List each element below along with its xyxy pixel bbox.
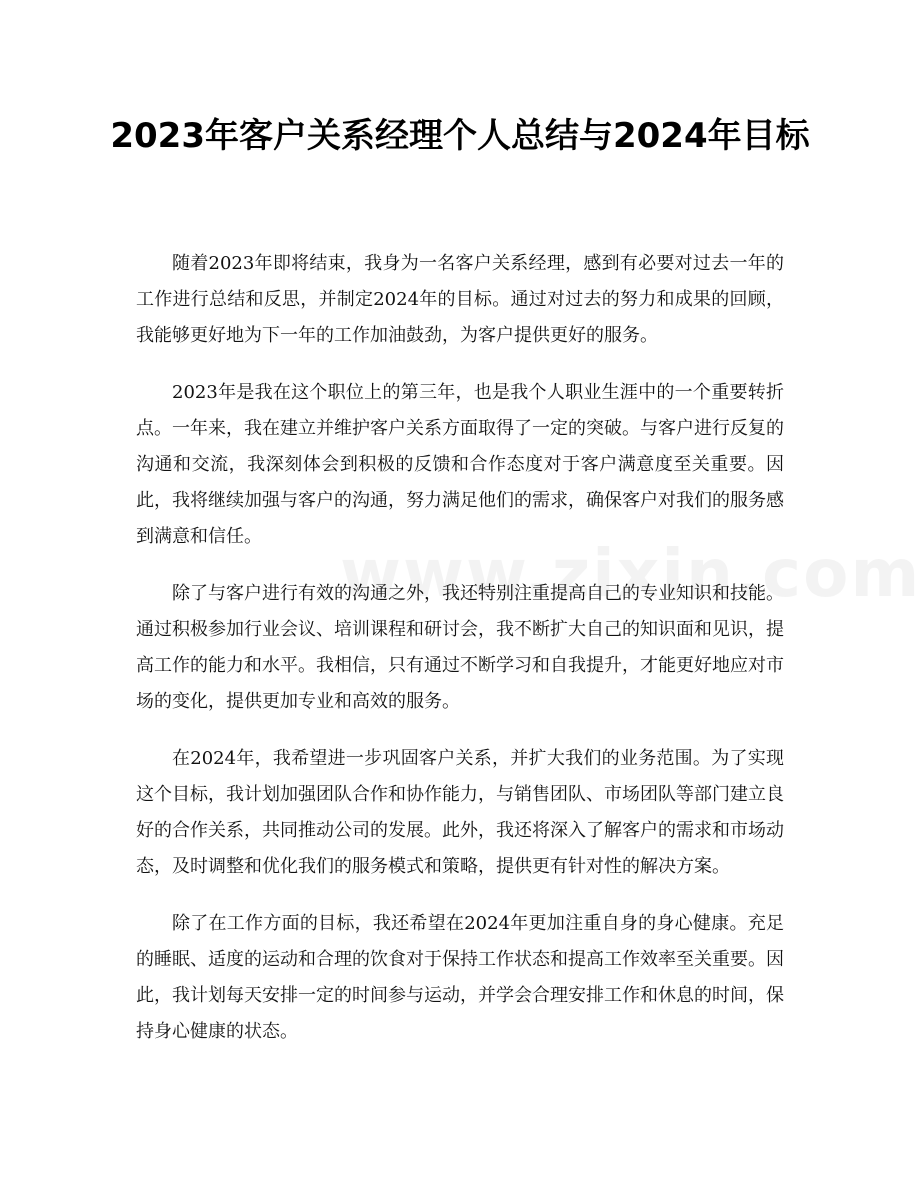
document-title: 2023年客户关系经理个人总结与2024年目标 <box>110 116 810 156</box>
paragraph-3: 除了与客户进行有效的沟通之外，我还特别注重提高自己的专业知识和技能。通过积极参加行业会议、培训课程和研讨会，我不断扩大自己的知识面和见识，提高工作的能力和水平。我相信，只有通过不断学习和自我提升，才能更好地应对市场的变化，提供更加专业和高效的服务。 <box>136 583 784 712</box>
paragraph-2: 2023年是我在这个职位上的第三年，也是我个人职业生涯中的一个重要转折点。一年来，我在建立并维护客户关系方面取得了一定的突破。与客户进行反复的沟通和交流，我深刻体会到积极的反馈和合作态度对于客户满意度至关重要。因此，我将继续加强与客户的沟通，努力满足他们的需求，确保客户对我们的服务感到满意和信任。 <box>136 382 784 547</box>
paragraph-1: 随着2023年即将结束，我身为一名客户关系经理，感到有必要对过去一年的工作进行总结和反思，并制定2024年的目标。通过对过去的努力和成果的回顾，我能够更好地为下一年的工作加油鼓劲，为客户提供更好的服务。 <box>136 253 784 346</box>
paragraph-4: 在2024年，我希望进一步巩固客户关系，并扩大我们的业务范围。为了实现这个目标，我计划加强团队合作和协作能力，与销售团队、市场团队等部门建立良好的合作关系，共同推动公司的发展。此外，我还将深入了解客户的需求和市场动态，及时调整和优化我们的服务模式和策略，提供更有针对性的解决方案。 <box>136 748 784 877</box>
paragraph-5: 除了在工作方面的目标，我还希望在2024年更加注重自身的身心健康。充足的睡眠、适度的运动和合理的饮食对于保持工作状态和提高工作效率至关重要。因此，我计划每天安排一定的时间参与运动，并学会合理安排工作和休息的时间，保持身心健康的状态。 <box>136 913 784 1042</box>
document-body <box>136 246 784 1071</box>
